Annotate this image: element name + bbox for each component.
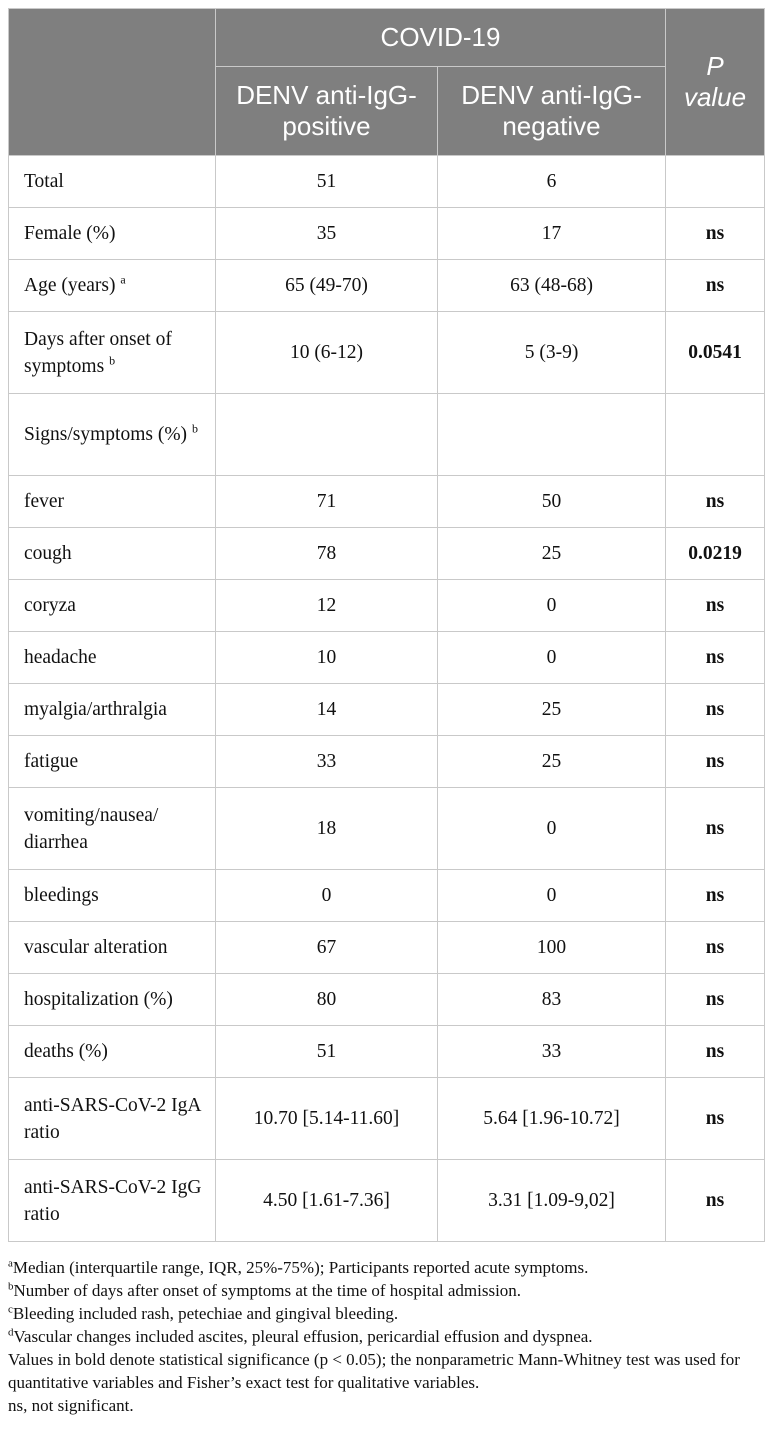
- table-row: [9, 528, 765, 580]
- row-label-text: vascular alteration: [24, 937, 168, 958]
- header-group-covid: COVID-19: [216, 9, 666, 67]
- table-container: [8, 8, 764, 1417]
- cell-denv-negative: 63 (48-68): [438, 260, 666, 312]
- cell-p-value: ns: [666, 1078, 765, 1160]
- table-header: [9, 9, 765, 156]
- table-row: [9, 788, 765, 870]
- table-row: [9, 1160, 765, 1242]
- cell-p-value: ns: [666, 580, 765, 632]
- cell-p-value: [666, 394, 765, 476]
- footnote-text: Vascular changes included ascites, pleural effusion, pericardial effusion and dyspnea.: [13, 1327, 593, 1346]
- footnote: [8, 1302, 764, 1325]
- row-label: [9, 736, 216, 788]
- cell-p-value: 0.0219: [666, 528, 765, 580]
- cell-denv-positive: [216, 394, 438, 476]
- cell-denv-positive: 10.70 [5.14-11.60]: [216, 1078, 438, 1160]
- row-label: [9, 870, 216, 922]
- footnote-mark: a: [8, 1257, 13, 1270]
- table-row: [9, 632, 765, 684]
- cell-p-value: ns: [666, 684, 765, 736]
- row-label-text: Female (%): [24, 223, 116, 244]
- cell-p-value: ns: [666, 736, 765, 788]
- row-label-text: Days after onset of symptoms: [24, 328, 172, 377]
- header-p-letter: P: [706, 51, 724, 81]
- cell-denv-positive: 10: [216, 632, 438, 684]
- row-label-text: anti-SARS-CoV-2 IgG ratio: [24, 1176, 202, 1225]
- row-label-text: vomiting/nausea/ diarrhea: [24, 804, 159, 853]
- table-row: [9, 922, 765, 974]
- table-row: [9, 974, 765, 1026]
- footnote-text: Median (interquartile range, IQR, 25%-75%); Participants reported acute symptoms.: [12, 1258, 589, 1277]
- cell-denv-negative: [438, 394, 666, 476]
- row-label: [9, 632, 216, 684]
- header-denv-negative: [438, 67, 666, 156]
- cell-denv-negative: 17: [438, 208, 666, 260]
- footnote: [8, 1256, 764, 1279]
- footnote: [8, 1279, 764, 1302]
- row-label-text: fatigue: [24, 751, 79, 772]
- table-row: [9, 394, 765, 476]
- row-label: [9, 684, 216, 736]
- row-label-text: cough: [24, 543, 72, 564]
- row-label: [9, 1160, 216, 1242]
- cell-denv-positive: 78: [216, 528, 438, 580]
- row-label-footnote-mark: b: [191, 421, 198, 436]
- cell-denv-positive: 35: [216, 208, 438, 260]
- footnote-text: Bleeding included rash, petechiae and gingival bleeding.: [12, 1304, 399, 1323]
- row-label-text: bleedings: [24, 885, 99, 906]
- cell-denv-positive: 71: [216, 476, 438, 528]
- table-row: [9, 736, 765, 788]
- table-row: [9, 580, 765, 632]
- cell-denv-negative: 5 (3-9): [438, 312, 666, 394]
- cell-denv-positive: 67: [216, 922, 438, 974]
- table-row: [9, 260, 765, 312]
- table-row: [9, 870, 765, 922]
- row-label-text: anti-SARS-CoV-2 IgA ratio: [24, 1094, 201, 1143]
- header-value-word: value: [683, 82, 747, 112]
- cell-denv-negative: 0: [438, 632, 666, 684]
- cell-denv-positive: 51: [216, 1026, 438, 1078]
- row-label-text: myalgia/arthralgia: [24, 699, 167, 720]
- cell-denv-positive: 18: [216, 788, 438, 870]
- table-row: [9, 208, 765, 260]
- cell-p-value: ns: [666, 260, 765, 312]
- cell-denv-negative: 0: [438, 580, 666, 632]
- row-label: [9, 528, 216, 580]
- cell-denv-positive: 4.50 [1.61-7.36]: [216, 1160, 438, 1242]
- row-label: [9, 156, 216, 208]
- cell-denv-positive: 65 (49-70): [216, 260, 438, 312]
- table-row: [9, 476, 765, 528]
- cell-denv-negative: 50: [438, 476, 666, 528]
- cell-denv-positive: 12: [216, 580, 438, 632]
- footnote-text: ns, not significant.: [8, 1396, 134, 1415]
- cell-p-value: ns: [666, 1160, 765, 1242]
- table-body: [9, 156, 765, 1242]
- cell-p-value: ns: [666, 476, 765, 528]
- footnote-mark: d: [8, 1326, 14, 1339]
- footnote: [8, 1348, 764, 1394]
- row-label: [9, 312, 216, 394]
- table-row: [9, 156, 765, 208]
- footnote-mark: b: [8, 1280, 14, 1293]
- row-label-footnote-mark: b: [109, 353, 116, 367]
- header-blank-cell: [9, 9, 216, 156]
- cell-denv-negative: 0: [438, 870, 666, 922]
- row-label: [9, 922, 216, 974]
- header-denv-negative-text: DENV anti-IgG-negative: [461, 80, 642, 141]
- cell-denv-negative: 0: [438, 788, 666, 870]
- table-row: [9, 1026, 765, 1078]
- row-label-text: fever: [24, 491, 65, 512]
- row-label: [9, 260, 216, 312]
- cell-denv-positive: 0: [216, 870, 438, 922]
- cell-denv-negative: 25: [438, 684, 666, 736]
- cell-denv-negative: 3.31 [1.09-9,02]: [438, 1160, 666, 1242]
- results-table: [8, 8, 765, 1242]
- row-label-text: Signs/symptoms (%): [24, 424, 192, 445]
- footnote-mark: c: [8, 1303, 13, 1316]
- cell-denv-negative: 5.64 [1.96-10.72]: [438, 1078, 666, 1160]
- cell-p-value: 0.0541: [666, 312, 765, 394]
- row-label-text: Total: [24, 171, 64, 192]
- row-label-text: coryza: [24, 595, 76, 616]
- cell-denv-positive: 10 (6-12): [216, 312, 438, 394]
- header-p-value: [666, 9, 765, 156]
- table-footnotes: [8, 1256, 764, 1417]
- cell-p-value: ns: [666, 1026, 765, 1078]
- row-label: [9, 476, 216, 528]
- cell-p-value: [666, 156, 765, 208]
- header-denv-positive-text: DENV anti-IgG-positive: [236, 80, 417, 141]
- footnote: [8, 1394, 764, 1417]
- row-label: [9, 1078, 216, 1160]
- row-label: [9, 1026, 216, 1078]
- cell-p-value: ns: [666, 208, 765, 260]
- row-label: [9, 394, 216, 476]
- cell-denv-negative: 25: [438, 736, 666, 788]
- row-label-text: deaths (%): [24, 1041, 108, 1062]
- table-row: [9, 684, 765, 736]
- cell-p-value: ns: [666, 788, 765, 870]
- footnote: [8, 1325, 764, 1348]
- row-label-text: hospitalization (%): [24, 989, 173, 1010]
- row-label: [9, 974, 216, 1026]
- row-label: [9, 580, 216, 632]
- cell-p-value: ns: [666, 974, 765, 1026]
- cell-denv-negative: 100: [438, 922, 666, 974]
- cell-denv-negative: 25: [438, 528, 666, 580]
- footnote-text: Values in bold denote statistical significance (p < 0.05); the nonparametric Mann-Whitney test was used for quantitative variables and Fisher’s exact test for qualitative variables.: [8, 1350, 740, 1392]
- table-row: [9, 1078, 765, 1160]
- table-row: [9, 312, 765, 394]
- cell-denv-positive: 51: [216, 156, 438, 208]
- cell-denv-negative: 33: [438, 1026, 666, 1078]
- row-label-text: Age (years): [24, 275, 121, 296]
- footnote-text: Number of days after onset of symptoms at the time of hospital admission.: [13, 1281, 522, 1300]
- cell-p-value: ns: [666, 870, 765, 922]
- row-label: [9, 208, 216, 260]
- row-label-text: headache: [24, 647, 97, 668]
- cell-denv-positive: 33: [216, 736, 438, 788]
- cell-denv-negative: 83: [438, 974, 666, 1026]
- row-label: [9, 788, 216, 870]
- cell-denv-positive: 14: [216, 684, 438, 736]
- row-label-footnote-mark: a: [120, 272, 126, 287]
- cell-p-value: ns: [666, 632, 765, 684]
- cell-p-value: ns: [666, 922, 765, 974]
- cell-denv-negative: 6: [438, 156, 666, 208]
- cell-denv-positive: 80: [216, 974, 438, 1026]
- header-denv-positive: [216, 67, 438, 156]
